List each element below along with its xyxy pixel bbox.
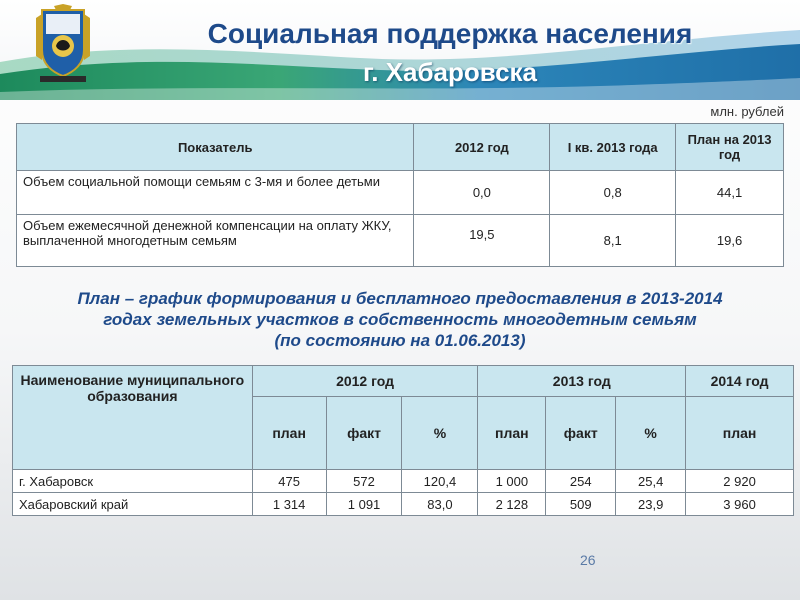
value-cell: 2 920 (686, 470, 794, 493)
subheader-plan: план (686, 397, 794, 470)
slide-header (0, 0, 800, 100)
coat-of-arms-icon (34, 4, 92, 84)
value-cell: 1 091 (326, 493, 402, 516)
municipality-name: Хабаровский край (13, 493, 253, 516)
value-cell: 0,8 (550, 171, 676, 215)
municipality-name: г. Хабаровск (13, 470, 253, 493)
table-header-row (13, 366, 794, 397)
value-cell: 83,0 (402, 493, 478, 516)
subheader-plan: план (478, 397, 546, 470)
value-cell: 1 314 (252, 493, 326, 516)
value-cell: 254 (546, 470, 616, 493)
row-label: Объем социальной помощи семьям с 3-мя и более детьми (17, 171, 414, 215)
column-header: Показатель (17, 124, 414, 171)
value-cell: 3 960 (686, 493, 794, 516)
value-cell: 509 (546, 493, 616, 516)
table-row (17, 215, 784, 267)
value-cell: 475 (252, 470, 326, 493)
section-heading-line: План – график формирования и бесплатного предоставления в 2013-2014 (77, 289, 723, 308)
column-header: План на 2013 год (676, 124, 784, 171)
value-cell: 0,0 (414, 171, 550, 215)
subheader-fact: факт (546, 397, 616, 470)
social-support-table (16, 123, 784, 267)
table-row (13, 493, 794, 516)
value-cell: 8,1 (550, 215, 676, 267)
slide-title: Социальная поддержка населения (207, 18, 693, 49)
value-cell: 25,4 (616, 470, 686, 493)
column-header: 2012 год (414, 124, 550, 171)
unit-note: млн. рублей (710, 104, 784, 119)
value-cell: 23,9 (616, 493, 686, 516)
value-cell: 44,1 (676, 171, 784, 215)
section-heading-line: годах земельных участков в собственность многодетным семьям (103, 310, 697, 329)
section-heading (10, 288, 790, 351)
row-label: Объем ежемесячной денежной компенсации на оплату ЖКУ, выплаченной многодетным семьям (17, 215, 414, 267)
value-cell: 572 (326, 470, 402, 493)
subheader-percent: % (616, 397, 686, 470)
municipality-header: Наименование муниципального образования (13, 366, 253, 470)
column-header: I кв. 2013 года (550, 124, 676, 171)
value-cell: 19,6 (676, 215, 784, 267)
year-header: 2012 год (252, 366, 478, 397)
year-header: 2013 год (478, 366, 686, 397)
slide-title-city: г. Хабаровска (362, 57, 538, 87)
table-row (13, 470, 794, 493)
section-heading-date: (по состоянию на 01.06.2013) (274, 331, 526, 350)
land-plots-table (12, 365, 794, 516)
table-row (17, 171, 784, 215)
subheader-percent: % (402, 397, 478, 470)
page-number: 26 (580, 552, 596, 568)
value-cell: 1 000 (478, 470, 546, 493)
table-header-row (17, 124, 784, 171)
value-cell: 2 128 (478, 493, 546, 516)
subheader-fact: факт (326, 397, 402, 470)
year-header: 2014 год (686, 366, 794, 397)
subheader-plan: план (252, 397, 326, 470)
value-cell: 19,5 (414, 215, 550, 267)
value-cell: 120,4 (402, 470, 478, 493)
